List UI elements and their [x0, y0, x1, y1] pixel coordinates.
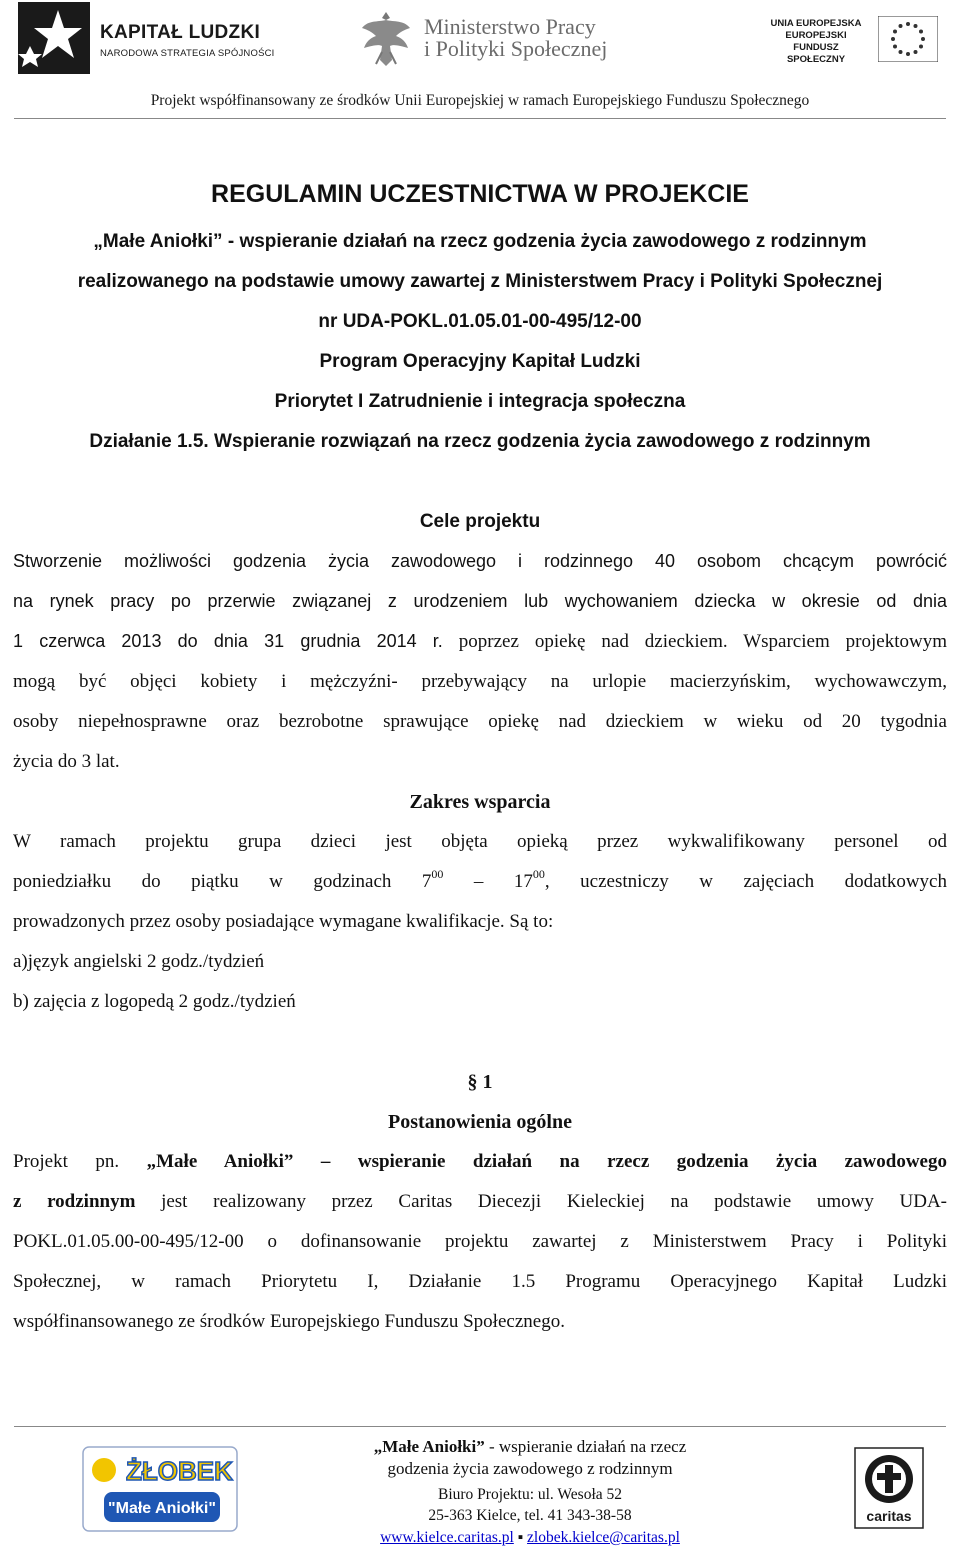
kapital-ludzki-star-icon [18, 2, 90, 74]
ministry-line2: i Polityki Społecznej [424, 36, 608, 61]
footer-address: 25-363 Kielce, tel. 41 343-38-58 [428, 1507, 632, 1524]
eu-text [764, 18, 868, 66]
title-line-6: Działanie 1.5. Wspieranie rozwiązań na rzecz godzenia życia zawodowego z rodzinnym [89, 431, 871, 452]
kapital-ludzki-subtitle: NARODOWA STRATEGIA SPÓJNOŚCI [100, 48, 275, 59]
footer-project-bold: „Małe Aniołki” [373, 1437, 485, 1456]
support-item-speech-therapy: b) zajęcia z logopedą 2 godz./tydzień [13, 991, 296, 1012]
footer-project-rest: - wspieranie działań na rzecz [484, 1437, 687, 1456]
eu-line2: EUROPEJSKI [785, 30, 847, 41]
page-header [0, 0, 960, 112]
support-line-2 [13, 867, 947, 893]
support-line-3: prowadzonych przez osoby posiadające wymagane kwalifikacje. Są to: [13, 911, 554, 932]
support-hour-start-sup: 00 [431, 867, 444, 881]
goals-line-2: na rynek pracy po przerwie związanej z urodzeniem lub wychowaniem dziecka w okresie od dnia [13, 591, 947, 611]
zlobek-logo-title: ŻŁOBEK [126, 1456, 233, 1486]
sun-icon [92, 1458, 116, 1482]
footer-links [330, 1527, 730, 1548]
section-line-1-project-name: „Małe Aniołki” – wspieranie działań na rzecz godzenia życia zawodowego [146, 1151, 947, 1172]
support-item-english: a)język angielski 2 godz./tydzień [13, 951, 265, 972]
section-line-4: Społecznej, w ramach Priorytetu I, Działanie 1.5 Programu Operacyjnego Kapitał Ludzki [13, 1271, 947, 1292]
support-heading: Zakres wsparcia [409, 791, 551, 813]
kapital-ludzki-title: KAPITAŁ LUDZKI [100, 22, 261, 43]
goals-line-3-dates: 1 czerwca 2013 do dnia 31 grudnia 2014 r. [13, 631, 443, 651]
header-divider [14, 118, 946, 119]
footer-project-name [330, 1436, 730, 1457]
support-line-2-c: , uczestniczy w zajęciach dodatkowych [544, 871, 947, 892]
section-line-1 [13, 1151, 947, 1173]
caritas-logo-label: caritas [866, 1508, 912, 1524]
section-line-2 [13, 1191, 947, 1213]
eu-line3: FUNDUSZ SPOŁECZNY [786, 42, 846, 65]
support-line-2-a: poniedziałku do piątku w godzinach 7 [13, 871, 432, 892]
ministry-name [424, 16, 607, 60]
support-line-1: W ramach projektu grupa dzieci jest objęta opieką przez wykwalifikowany personel od [13, 831, 947, 852]
title-line-3: nr UDA-POKL.01.05.01-00-495/12-00 [318, 311, 642, 332]
kapital-ludzki-logo [18, 2, 275, 74]
cofinancing-caption: Projekt współfinansowany ze środków Unii Europejskiej w ramach Europejskiego Funduszu Społecznego [150, 92, 810, 109]
title-line-1: „Małe Aniołki” - wspieranie działań na rzecz godzenia życia zawodowego z rodzinnym [93, 231, 867, 252]
footer-project-line2: godzenia życia zawodowego z rodzinnym [387, 1459, 673, 1478]
zlobek-logo [82, 1446, 238, 1532]
section-number: § 1 [467, 1071, 493, 1093]
eu-flag-icon [878, 16, 938, 62]
support-hour-end-sup: 00 [532, 867, 545, 881]
ministry-line1: Ministerstwo Pracy [424, 14, 596, 39]
section-line-2-rest: jest realizowany przez Caritas Diecezji Kieleckiej na podstawie umowy UDA- [135, 1191, 947, 1212]
section-heading: Postanowienia ogólne [388, 1111, 572, 1133]
section-line-2-bold: z rodzinnym [13, 1191, 136, 1212]
support-line-2-b: – 17 [443, 871, 533, 892]
eu-line1: UNIA EUROPEJSKA [770, 18, 862, 29]
goals-line-3 [13, 631, 947, 653]
section-line-3: POKL.01.05.00-00-495/12-00 o dofinansowanie projektu zawartej z Ministerstwem Pracy i Polityki [13, 1231, 947, 1252]
goals-line-3-rest: poprzez opiekę nad dzieckiem. Wsparciem projektowym [442, 631, 947, 652]
title-line-4: Program Operacyjny Kapitał Ludzki [319, 351, 641, 372]
website-link[interactable]: www.kielce.caritas.pl [380, 1529, 514, 1546]
eu-logo [764, 16, 942, 66]
goals-line-5: osoby niepełnosprawne oraz bezrobotne sprawujące opiekę nad dzieckiem w wieku od 20 tygodnia [13, 711, 947, 732]
goals-line-1: Stworzenie możliwości godzenia życia zawodowego i rodzinnego 40 osobom chcącym powrócić [13, 551, 947, 571]
title-line-2: realizowanego na podstawie umowy zawartej z Ministerstwem Pracy i Polityki Społecznej [77, 271, 883, 292]
zlobek-logo-subtitle: "Małe Aniołki" [108, 1500, 216, 1517]
goals-heading: Cele projektu [419, 511, 541, 532]
goals-line-4: mogą być objęci kobiety i mężczyźni- przebywający na urlopie macierzyńskim, wychowawczym, [13, 671, 947, 692]
footer-office: Biuro Projektu: ul. Wesoła 52 [437, 1486, 623, 1503]
document-title: REGULAMIN UCZESTNICTWA W PROJEKCIE [211, 180, 749, 208]
footer-divider [14, 1426, 946, 1427]
email-link[interactable]: zlobek.kielce@caritas.pl [527, 1529, 680, 1546]
goals-line-6: życia do 3 lat. [13, 751, 120, 772]
section-line-1-a: Projekt pn. [13, 1151, 147, 1172]
polish-eagle-icon [358, 8, 414, 70]
caritas-logo [854, 1447, 924, 1529]
ministry-logo [358, 8, 628, 74]
section-line-5: współfinansowanego ze środków Europejskiego Funduszu Społecznego. [13, 1311, 565, 1332]
title-line-5: Priorytet I Zatrudnienie i integracja społeczna [274, 391, 686, 412]
link-separator: ▪ [517, 1529, 524, 1546]
